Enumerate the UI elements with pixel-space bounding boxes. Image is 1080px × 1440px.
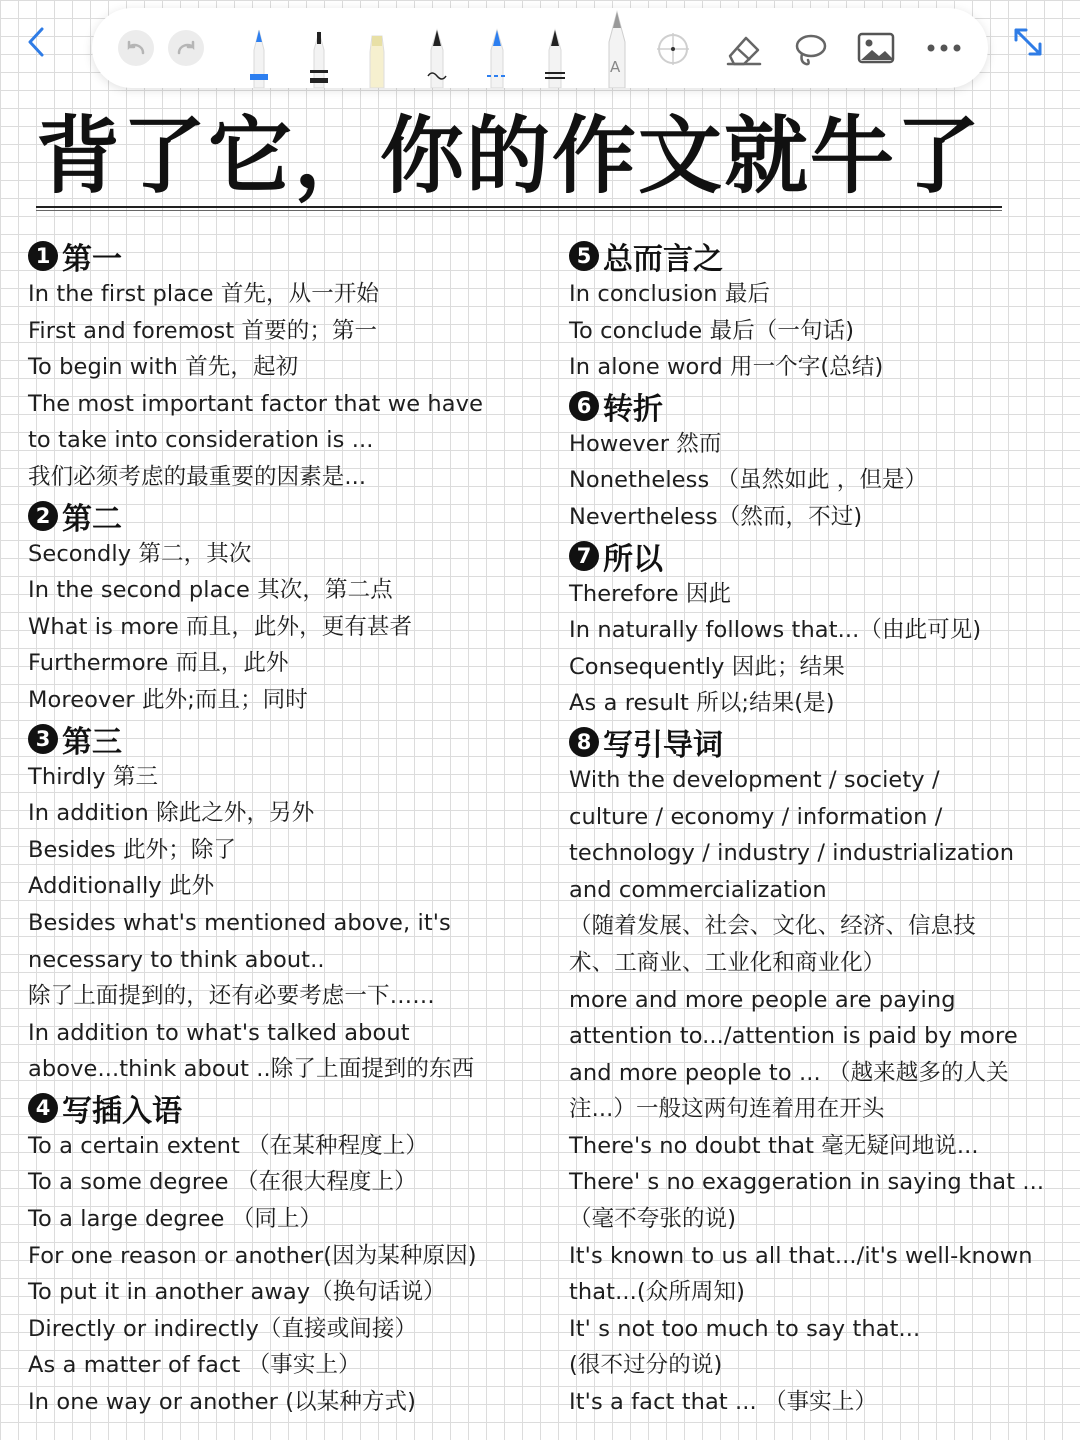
phrase-line: necessary to think about.. [28, 946, 325, 973]
phrase-line: above...think about ..除了上面提到的东西 [28, 1056, 475, 1083]
phrase-line: In one way or another (以某种方式) [28, 1389, 416, 1416]
phrase-line: There's no doubt that 毫无疑问地说... [569, 1132, 979, 1159]
phrase-line: The most important factor that we have [28, 390, 484, 417]
phrase-line: Thirdly 第三 [28, 763, 159, 790]
ruler-icon[interactable] [652, 28, 694, 70]
phrase-line: In addition 除此之外，另外 [28, 800, 315, 827]
phrase-line: In alone word 用一个字(总结) [569, 354, 884, 381]
phrase-line: Besides 此外；除了 [28, 836, 237, 863]
phrase-line: To a some degree （在很大程度上） [28, 1169, 417, 1196]
phrase-line: Nevertheless（然而，不过) [569, 503, 863, 530]
section-6 [569, 386, 1079, 536]
section-title: 写插入语 [62, 1093, 182, 1129]
section-3 [28, 719, 548, 1088]
phrase-line: For one reason or another(因为某种原因) [28, 1242, 477, 1269]
section-number-badge: 7 [569, 541, 599, 571]
phrase-line: However 然而 [569, 430, 722, 457]
section-number-badge: 4 [28, 1093, 58, 1123]
section-heading [28, 496, 548, 536]
phrase-line: To put it in another away（换句话说） [28, 1279, 446, 1306]
section-title: 第一 [62, 242, 122, 277]
section-title: 写引导词 [603, 727, 723, 763]
section-4 [28, 1088, 548, 1421]
phrase-line: 注...）一般这两句连着用在开头 [569, 1096, 885, 1123]
section-title: 总而言之 [603, 242, 723, 277]
phrase-line: Moreover 此外;而且；同时 [28, 686, 308, 713]
blue-pen-icon[interactable] [244, 26, 274, 88]
title-underline-2 [36, 210, 1002, 211]
phrase-line: With the development / society / [569, 766, 940, 793]
phrase-line: (很不过分的说) [569, 1352, 723, 1379]
blue-dashed-pen-icon[interactable] [482, 26, 512, 88]
section-number-badge: 5 [569, 241, 599, 271]
expand-icon[interactable] [1008, 22, 1048, 62]
phrase-line: Additionally 此外 [28, 873, 215, 900]
image-icon[interactable] [856, 30, 896, 66]
highlighter-icon[interactable] [362, 26, 392, 88]
phrase-line: attention to.../attention is paid by more [569, 1023, 1018, 1050]
phrase-line: What is more 而且，此外，更有甚者 [28, 613, 413, 640]
phrase-line: technology / industry / industrialization [569, 840, 1015, 867]
phrase-line: It' s not too much to say that... [569, 1315, 921, 1342]
pencil-icon[interactable] [602, 10, 632, 88]
section-title: 转折 [603, 391, 663, 427]
phrase-line: to take into consideration is ... [28, 427, 374, 454]
section-2 [28, 496, 548, 719]
phrase-line: that...(众所周知) [569, 1279, 746, 1306]
phrase-line: Besides what's mentioned above, it's [28, 909, 451, 936]
phrase-line: more and more people are paying [569, 986, 956, 1013]
section-number-badge: 1 [28, 241, 58, 271]
phrase-line: and commercialization [569, 876, 827, 903]
phrase-line: In addition to what's talked about [28, 1019, 410, 1046]
phrase-line: To conclude 最后（一句话) [569, 317, 855, 344]
phrase-line: To a large degree （同上） [28, 1206, 323, 1233]
phrase-line: Therefore 因此 [569, 580, 732, 607]
black-marker-icon[interactable] [422, 26, 452, 88]
section-number-badge: 8 [569, 727, 599, 757]
drawing-toolbar [92, 8, 988, 88]
eraser-icon[interactable] [722, 30, 766, 70]
phrase-line: Secondly 第二，其次 [28, 540, 252, 567]
phrase-line: In the first place 首先，从一开始 [28, 281, 380, 307]
section-7 [569, 536, 1079, 722]
phrase-line: In conclusion 最后 [569, 281, 771, 307]
section-title: 第二 [62, 501, 122, 537]
phrase-line: It's a fact that ... （事实上） [569, 1389, 878, 1416]
section-heading [569, 236, 1079, 276]
phrase-line: 除了上面提到的，还有必要考虑一下…… [28, 983, 435, 1010]
section-number-badge: 3 [28, 724, 58, 754]
section-heading [28, 1088, 548, 1128]
section-title: 第三 [62, 724, 122, 760]
section-number-badge: 2 [28, 501, 58, 531]
pencil-label: A [610, 58, 621, 76]
section-1 [28, 236, 548, 496]
section-number-badge: 6 [569, 391, 599, 421]
page-title: 背了它，你的作文就牛了 [36, 107, 983, 205]
phrase-line: culture / economy / information / [569, 803, 943, 830]
section-heading [28, 719, 548, 759]
section-heading [569, 536, 1079, 576]
phrase-line: Furthermore 而且，此外 [28, 650, 289, 677]
fineliner-pen-icon[interactable] [304, 26, 334, 88]
phrase-line: As a matter of fact （事实上） [28, 1352, 361, 1379]
phrase-line: As a result 所以;结果(是) [569, 690, 835, 717]
phrase-line: Consequently 因此；结果 [569, 653, 845, 680]
redo-icon[interactable] [166, 28, 206, 68]
phrase-line: （毫不夸张的说) [569, 1206, 737, 1233]
lasso-icon[interactable] [790, 30, 830, 70]
section-5 [569, 236, 1079, 386]
phrase-line: To a certain extent （在某种程度上） [28, 1132, 428, 1159]
back-chevron-icon[interactable] [22, 24, 52, 60]
phrase-line: and more people to ... （越来越多的人关 [569, 1059, 1009, 1086]
right-column [569, 236, 1079, 1421]
section-8 [569, 722, 1079, 1421]
section-heading [569, 722, 1079, 762]
undo-icon[interactable] [116, 28, 156, 68]
section-heading [569, 386, 1079, 426]
phrase-line: There' s no exaggeration in saying that ... [569, 1169, 1045, 1196]
more-icon[interactable] [924, 38, 964, 58]
phrase-line: 我们必须考虑的最重要的因素是... [28, 463, 367, 490]
phrase-line: It's known to us all that.../it's well-known [569, 1242, 1033, 1269]
phrase-line: 术、工商业、工业化和商业化） [569, 949, 886, 976]
phrase-line: Nonetheless （虽然如此 ，但是） [569, 467, 928, 494]
left-column [28, 236, 548, 1421]
phrase-line: To begin with 首先，起初 [28, 354, 299, 381]
phrase-line: Directly or indirectly（直接或间接） [28, 1315, 418, 1342]
title-underline [36, 206, 1002, 208]
phrase-line: In the second place 其次，第二点 [28, 577, 393, 604]
phrase-line: First and foremost 首要的；第一 [28, 317, 378, 344]
section-title: 所以 [603, 541, 663, 577]
black-pen-icon[interactable] [540, 26, 570, 88]
phrase-line: In naturally follows that...（由此可见) [569, 617, 982, 644]
section-heading [28, 236, 548, 276]
phrase-line: （随着发展、社会、文化、经济、信息技 [569, 913, 976, 940]
